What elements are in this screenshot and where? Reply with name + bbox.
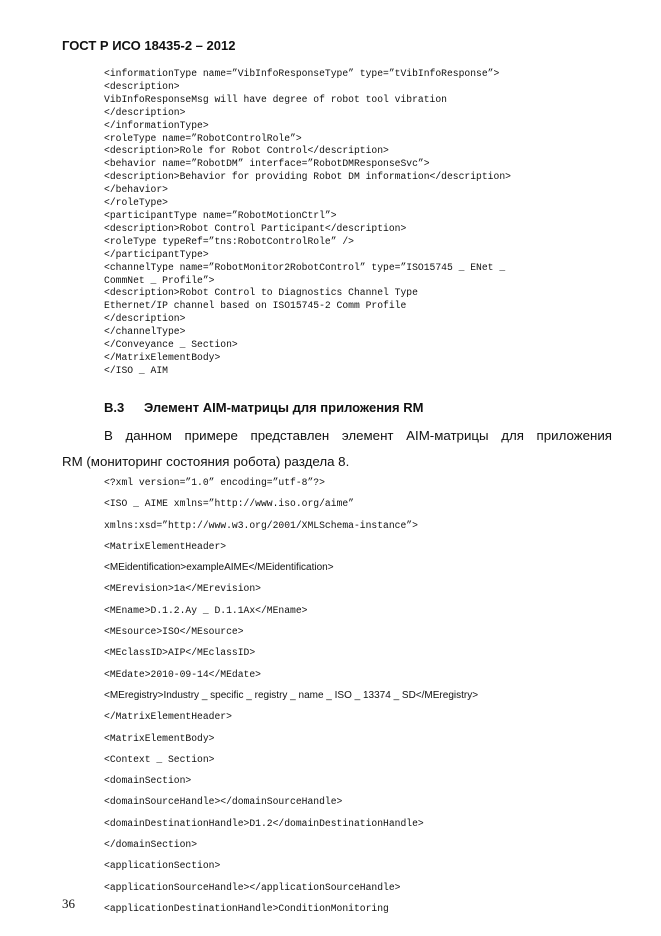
code-line: <domainSourceHandle></domainSourceHandle>: [104, 796, 343, 808]
code-line: </ISO _ AIM: [104, 364, 168, 376]
xml-code-block-1: [104, 68, 604, 378]
code-line: <informationType name=”VibInfoResponseType” type=”tVibInfoResponse”>: [104, 68, 500, 79]
code-line: <description>Robot Control Participant</description>: [104, 222, 407, 234]
code-line: <description>Behavior for providing Robot DM information</description>: [104, 171, 511, 183]
code-line: <MEidentification>exampleAIME</MEidentification>: [104, 562, 334, 574]
code-line: <behavior name=”RobotDM” interface=”RobotDMResponseSvc”>: [104, 158, 430, 170]
code-line: <description>Robot Control to Diagnostics Channel Type: [104, 287, 418, 299]
code-line: </MatrixElementBody>: [104, 351, 221, 363]
body-paragraph: [62, 423, 612, 475]
section-heading: [104, 400, 423, 415]
code-line: <MatrixElementBody>: [104, 732, 215, 744]
code-line: <applicationDestinationHandle>ConditionMonitoring: [104, 902, 389, 914]
code-line: <MErevision>1a</MErevision>: [104, 583, 261, 595]
code-line: <domainSection>: [104, 775, 192, 787]
code-line: </roleType>: [104, 197, 168, 209]
code-line: VibInfoResponseMsg will have degree of robot tool vibration: [104, 93, 447, 105]
code-line: </channelType>: [104, 326, 186, 338]
paragraph-line: RM (мониторинг состояния робота) раздела 8.: [62, 454, 350, 469]
code-line: <MEclassID>AIP</MEclassID>: [104, 647, 256, 659]
code-line: <MEname>D.1.2.Ay _ D.1.1Ax</MEname>: [104, 604, 308, 616]
code-line: <ISO _ AIME xmlns=”http://www.iso.org/aime”: [104, 498, 354, 510]
code-line: </behavior>: [104, 184, 168, 196]
code-line: <applicationSourceHandle></applicationSourceHandle>: [104, 881, 401, 893]
code-line: </participantType>: [104, 248, 209, 260]
section-number: B.3: [104, 400, 125, 415]
code-line: <MatrixElementHeader>: [104, 540, 227, 552]
code-line: <domainDestinationHandle>D1.2</domainDestinationHandle>: [104, 817, 424, 829]
code-line: <Context _ Section>: [104, 753, 215, 765]
code-line: </Conveyance _ Section>: [104, 339, 238, 351]
paragraph-line: В данном примере представлен элемент AIM-матрицы для приложения: [104, 428, 612, 443]
code-line: <description>: [104, 80, 180, 92]
code-line: <?xml version=”1.0” encoding=”utf-8”?>: [104, 477, 325, 488]
code-line: <roleType name=”RobotControlRole”>: [104, 132, 302, 144]
code-line: xmlns:xsd=”http://www.w3.org/2001/XMLSchema-instance”>: [104, 519, 418, 531]
page-number: 36: [62, 896, 75, 911]
code-line: </domainSection>: [104, 839, 198, 851]
code-line: <MEdate>2010-09-14</MEdate>: [104, 668, 261, 680]
code-line: </informationType>: [104, 119, 209, 131]
code-line: <MEregistry>Industry _ specific _ registry _ name _ ISO _ 13374 _ SD</MEregistry>: [104, 689, 479, 701]
code-line: <description>Role for Robot Control</description>: [104, 145, 389, 157]
code-line: <MEsource>ISO</MEsource>: [104, 626, 244, 638]
document-header: ГОСТ Р ИСО 18435-2 – 2012: [62, 38, 236, 53]
code-line: <roleType typeRef=”tns:RobotControlRole” />: [104, 235, 354, 247]
code-line: </MatrixElementHeader>: [104, 711, 232, 723]
xml-code-block-2: [104, 472, 624, 919]
code-line: <channelType name=”RobotMonitor2RobotControl” type=”ISO15745 _ ENet _: [104, 261, 506, 273]
code-line: <applicationSection>: [104, 860, 221, 872]
section-title: Элемент AIM-матрицы для приложения RM: [144, 400, 424, 415]
code-line: </description>: [104, 313, 186, 325]
code-line: </description>: [104, 106, 186, 118]
code-line: <participantType name=”RobotMotionCtrl”>: [104, 209, 337, 221]
code-line: CommNet _ Profile”>: [104, 274, 215, 286]
code-line: Ethernet/IP channel based on ISO15745-2 Comm Profile: [104, 300, 407, 312]
